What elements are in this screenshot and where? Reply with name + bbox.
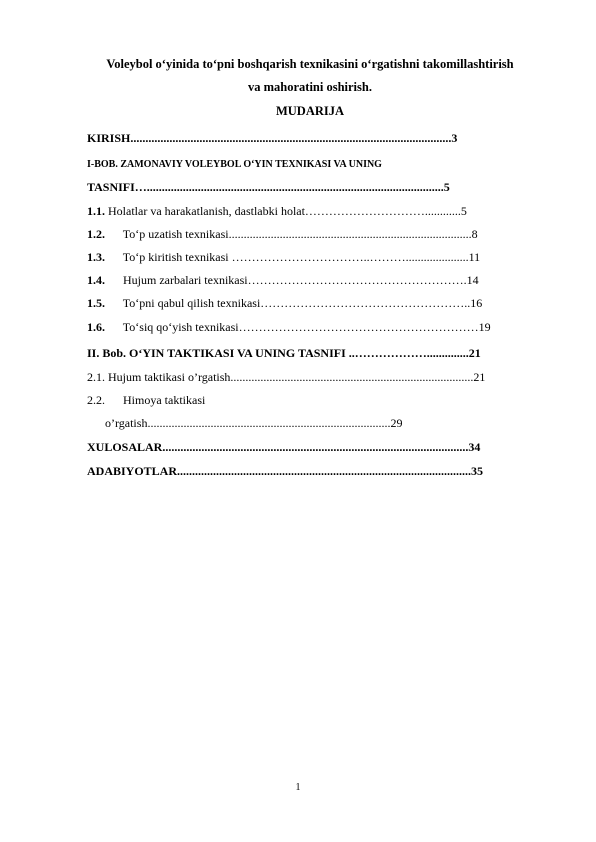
page-number: 1 [295,782,301,793]
toc-text: Himoya taktikasi [123,393,206,407]
toc-entry-xulosalar: XULOSALAR......................................................................................................34 [87,440,481,454]
toc-entry-1-4 [87,273,547,288]
toc-number: 1.4. [87,273,105,287]
document-title-line-1: Voleybol o‘yinida to‘pni boshqarish texnikasini o‘rgatishni takomillashtirish [106,57,514,71]
document-title-line-2: va mahoratini oshirish. [248,80,372,94]
toc-text: Holatlar va harakatlanish, dastlabki holat…………………………............5 [108,204,467,218]
toc-entry-adabiyotlar: ADABIYOTLAR..................................................................................................35 [87,464,484,478]
toc-entry-2-2 [87,393,547,408]
toc-entry-2-1: 2.1. Hujum taktikasi o’rgatish.................................................................................21 [87,370,486,384]
toc-number: 1.3. [87,250,105,264]
toc-entry-1-2 [87,227,547,242]
toc-number: 2.2. [87,393,105,407]
toc-entry-1-3 [87,250,547,265]
toc-number: 1.2. [87,227,105,241]
toc-entry-1-6 [87,320,547,335]
toc-number: 1.5. [87,296,105,310]
toc-entry-1-1 [87,204,547,219]
toc-entry-chapter-1-cont: TASNIFI…...................................................................................................5 [87,180,450,194]
toc-text: To‘siq qo‘yish texnikasi……………………………………………………19 [122,320,491,334]
contents-heading: MUDARIJA [275,104,345,118]
toc-text: To‘p kiritish texnikasi ……………………………..……….....................11 [122,250,481,264]
toc-text: To‘pni qabul qilish texnikasi……………………………………………..16 [122,296,483,310]
toc-text: Hujum zarbalari texnikasi……………………………………………….14 [123,273,479,287]
toc-entry-kirish: KIRISH...........................................................................................................3 [87,131,458,145]
toc-entry-chapter-2: II. Bob. O‘YIN TAKTIKASI VA UNING TASNIFI ..………………..............21 [87,346,481,360]
toc-text: To‘p uzatish texnikasi.................................................................................8 [122,227,478,241]
toc-entry-1-5 [87,296,547,311]
toc-number: 1.1. [87,204,105,218]
toc-entry-chapter-1-title: I-BOB. ZAMONAVIY VOLEYBOL O‘YIN TEXNIKASI VA UNING [87,159,382,170]
toc-entry-2-2-cont: o’rgatish.................................................................................29 [105,416,403,430]
toc-number: 1.6. [87,320,105,334]
